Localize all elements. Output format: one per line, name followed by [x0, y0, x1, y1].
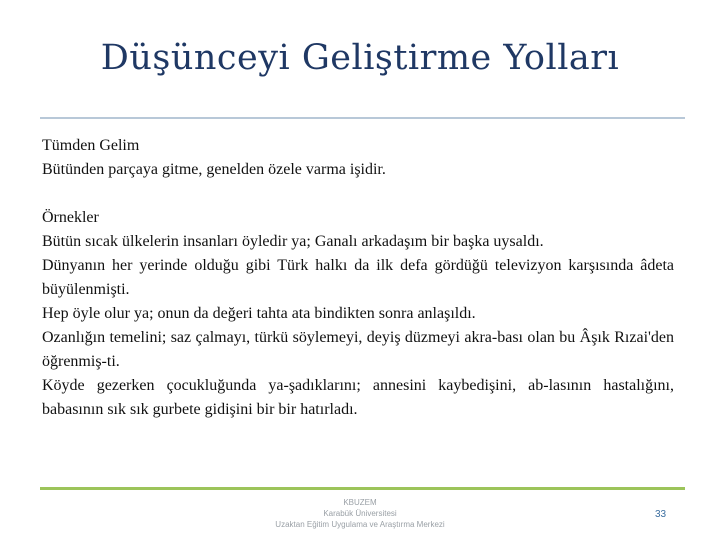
- footer-divider: [40, 487, 685, 490]
- example-item-3: Hep öyle olur ya; onun da değeri tahta ata bindikten sonra anlaşıldı.: [42, 305, 476, 322]
- paragraph-spacer: [42, 182, 674, 206]
- example-item-4: Ozanlığın temelini; saz çalmayı, türkü söylemeyi, deyiş düzmeyi akra-bası olan bu Âşık Rızai'den öğrenmiş-ti.: [42, 329, 674, 370]
- page-number: 33: [655, 509, 667, 520]
- example-item-1: Bütün sıcak ülkelerin insanları öyledir ya; Ganalı arkadaşım bir başka uysaldı.: [42, 233, 544, 250]
- footer-line-university: Karabük Üniversitesi: [323, 509, 397, 518]
- definition-text: Bütünden parçaya gitme, genelden özele varma işidir.: [42, 161, 386, 178]
- section-heading-ornekler: Örnekler: [42, 209, 99, 226]
- example-item-2: Dünyanın her yerinde olduğu gibi Türk halkı da ilk defa gördüğü televizyon karşısında âdeta büyülenmişti.: [42, 257, 674, 298]
- footer-line-kbuzem: KBUZEM: [343, 498, 377, 507]
- example-item-5: Köyde gezerken çocukluğunda ya-şadıklarını; annesini kaybedişini, ab-lasının hastalığını, babasının sık sık gurbete gidişini bir bir hatırladı.: [42, 377, 674, 418]
- title-divider: [40, 117, 685, 119]
- footer-line-center: Uzaktan Eğitim Uygulama ve Araştırma Merkezi: [275, 520, 445, 529]
- slide-title: Düşünceyi Geliştirme Yolları: [100, 38, 620, 78]
- footer-institution: [240, 497, 480, 530]
- slide-body: [42, 134, 674, 422]
- section-heading-tumden-gelim: Tümden Gelim: [42, 137, 140, 154]
